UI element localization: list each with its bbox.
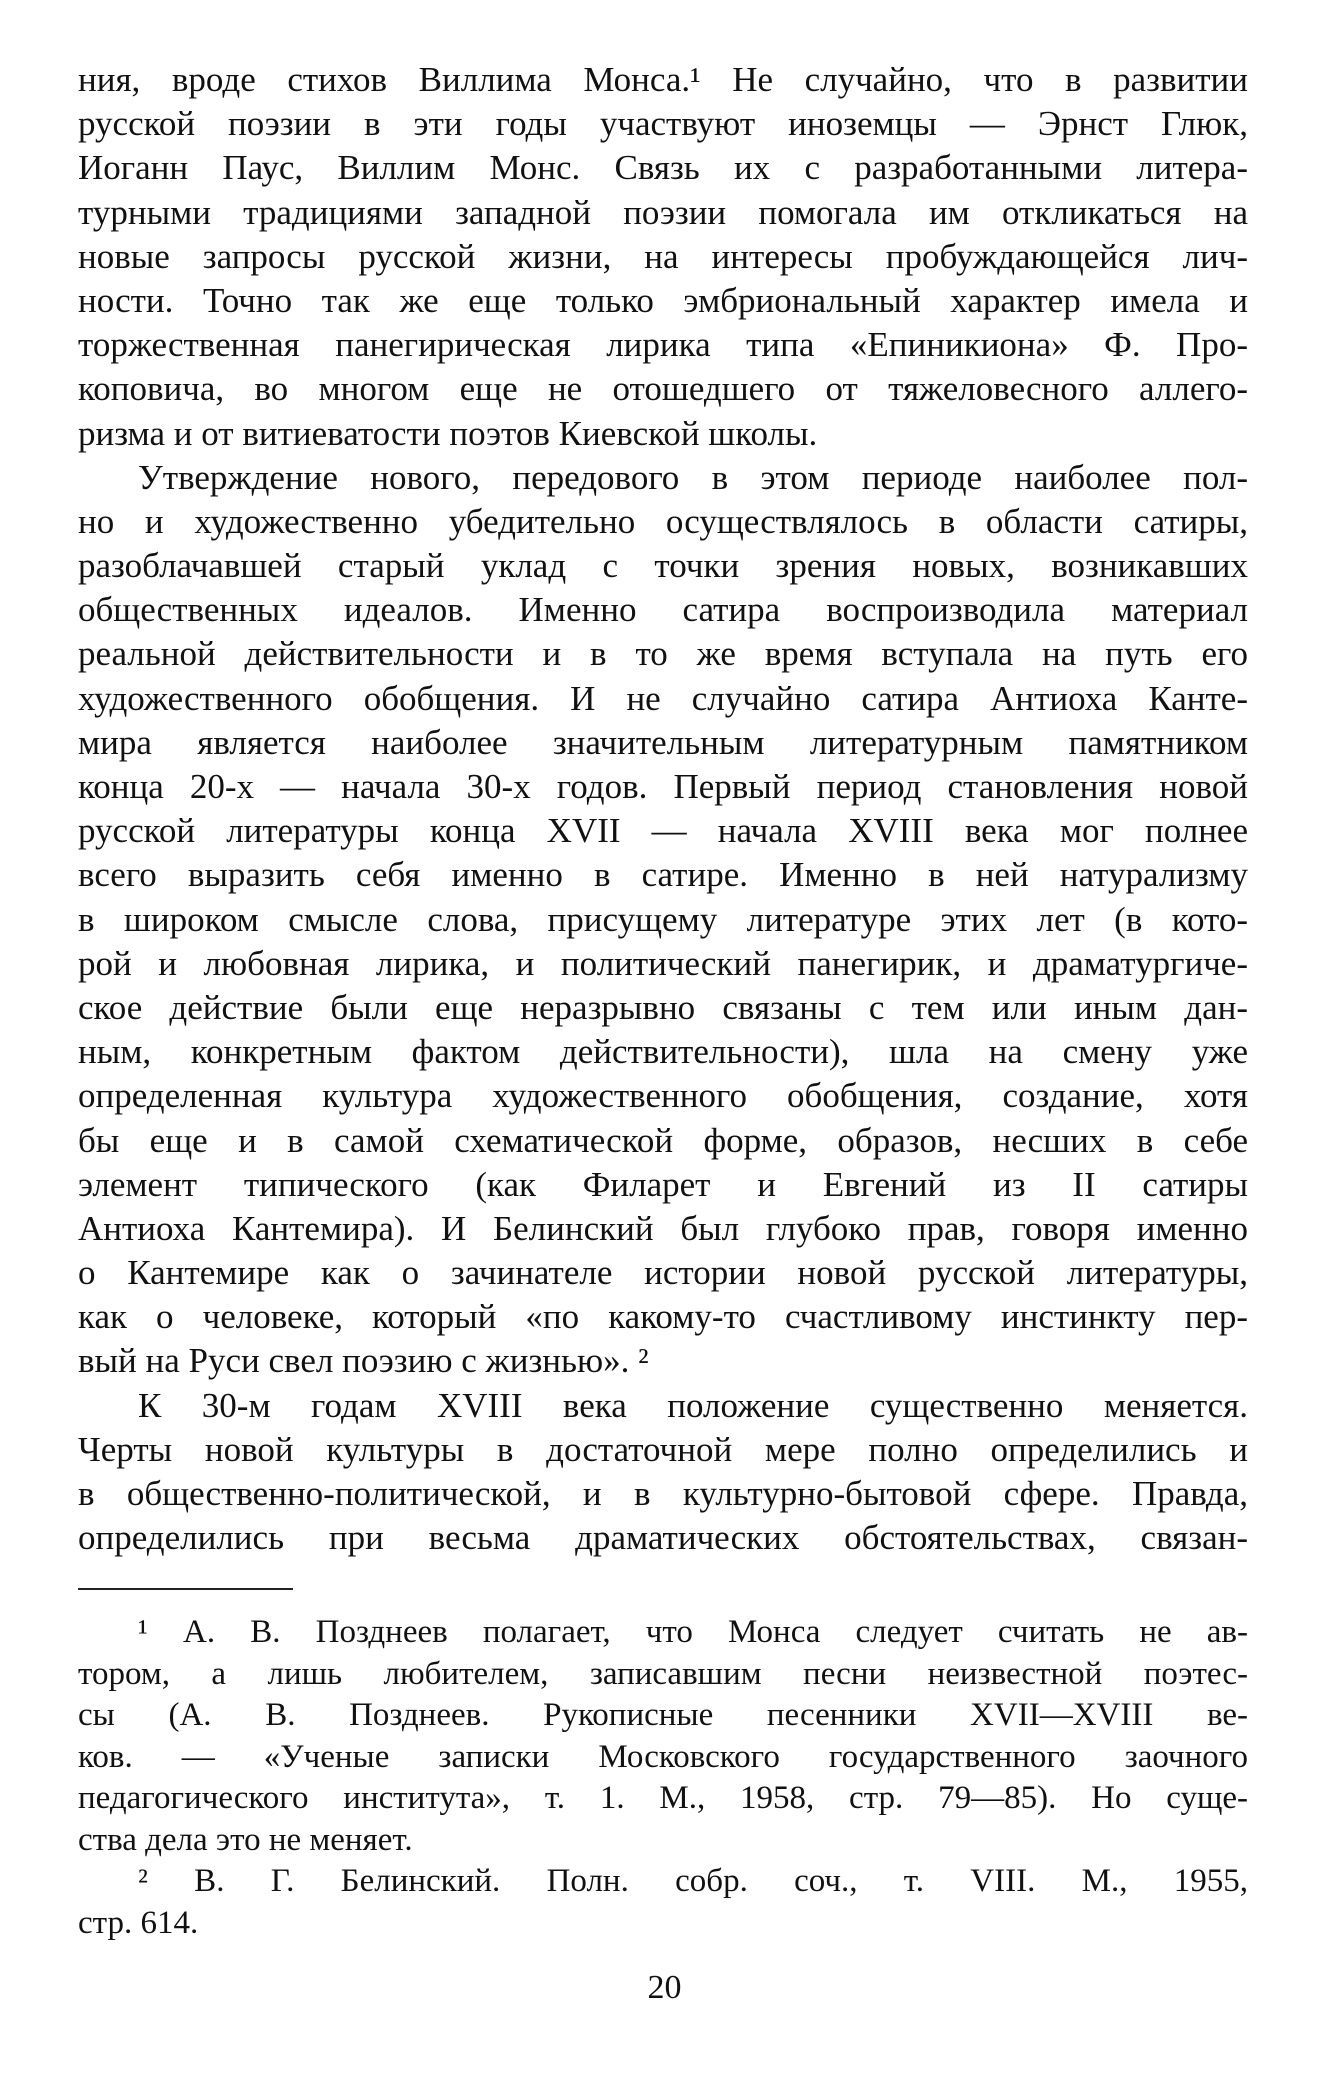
footnotes [78,1612,1248,1944]
footnote-line: ¹ А. В. Позднеев полагает, что Монса следует считать не ав- [138,1614,1248,1651]
body-line: ния, вроде стихов Виллима Монса.¹ Не случайно, что в развитии [78,60,1248,99]
body-line: русской поэзии в эти годы участвуют иноземцы — Эрнст Глюк, [78,104,1248,144]
body-line: общественных идеалов. Именно сатира воспроизводила материал [78,590,1248,630]
body-line: конца 20-х — начала 30-х годов. Первый период становления новой [78,767,1248,806]
body-line: Антиоха Кантемира). И Белинский был глубоко прав, говоря именно [78,1208,1248,1248]
footnote-line: ства дела это не меняет. [78,1821,413,1858]
body-line: вый на Руси свел поэзию с жизнью». ² [78,1341,649,1381]
body-line: турными традициями западной поэзии помогала им откликаться на [78,192,1248,232]
footnote-divider [78,1588,293,1590]
body-line: К 30-м годам XVIII века положение существенно меняется. [138,1385,1248,1425]
body-line: ризма и от витиеватости поэтов Киевской школы. [78,413,818,453]
body-line: Черты новой культуры в достаточной мере полно определились и [78,1429,1248,1469]
body-line: о Кантемире как о зачинателе истории новой русской литературы, [78,1253,1248,1293]
body-line: русской литературы конца XVII — начала XVIII века мог полнее [78,811,1248,851]
footnote-line: педагогического института», т. 1. М., 1958, стр. 79—85). Но суще- [78,1780,1248,1817]
footnote-line: ков. — «Ученые записки Московского государственного заочного [78,1738,1248,1775]
body-line: в широком смысле слова, присущему литературе этих лет (в кото- [78,899,1248,939]
body-line: как о человеке, который «по какому-то счастливому инстинкту пер- [78,1297,1248,1337]
footnote-line: ² В. Г. Белинский. Полн. собр. соч., т. VIII. М., 1955, [138,1863,1248,1900]
body-text [78,58,1248,1560]
body-line: разоблачавшей старый уклад с точки зрения новых, возникавших [78,546,1248,586]
body-line: бы еще и в самой схематической форме, образов, несших в себе [78,1120,1248,1160]
body-line: Иоганн Паус, Виллим Монс. Связь их с разработанными литера- [78,148,1248,188]
body-line: коповича, во многом еще не отошедшего от тяжеловесного аллего- [78,369,1248,409]
body-line: всего выразить себя именно в сатире. Именно в ней натурализму [78,855,1248,895]
body-line: определенная культура художественного обобщения, создание, хотя [78,1076,1248,1116]
body-line: ности. Точно так же еще только эмбриональный характер имела и [78,280,1248,320]
footnote-line: сы (А. В. Позднеев. Рукописные песенники XVII—XVIII ве- [78,1697,1248,1734]
body-line: но и художественно убедительно осуществлялось в области сатиры, [78,501,1248,541]
body-line: в общественно-политической, и в культурно-бытовой сфере. Правда, [78,1474,1248,1513]
body-line: элемент типического (как Филарет и Евгений из II сатиры [78,1164,1248,1204]
body-line: торжественная панегирическая лирика типа «Епиникиона» Ф. Про- [78,325,1248,365]
body-line: новые запросы русской жизни, на интересы пробуждающейся лич- [78,236,1248,276]
page-content [78,58,1248,1944]
body-line: Утверждение нового, передового в этом периоде наиболее пол- [138,457,1248,497]
body-line: реальной действительности и в то же время вступала на путь его [78,634,1248,674]
body-line: определились при весьма драматических обстоятельствах, связан- [78,1518,1248,1558]
body-line: художественного обобщения. И не случайно сатира Антиоха Канте- [78,678,1248,718]
page-number: 20 [647,1969,682,2006]
body-line: мира является наиболее значительным литературным памятником [78,722,1248,762]
footnote-line: тором, а лишь любителем, записавшим песни неизвестной поэтес- [78,1655,1248,1692]
body-line: ское действие были еще неразрывно связаны с тем или иным дан- [78,987,1248,1027]
body-line: рой и любовная лирика, и политический панегирик, и драматургиче- [78,943,1248,983]
body-line: ным, конкретным фактом действительности), шла на смену уже [78,1032,1248,1072]
footnote-line: стр. 614. [78,1904,199,1941]
